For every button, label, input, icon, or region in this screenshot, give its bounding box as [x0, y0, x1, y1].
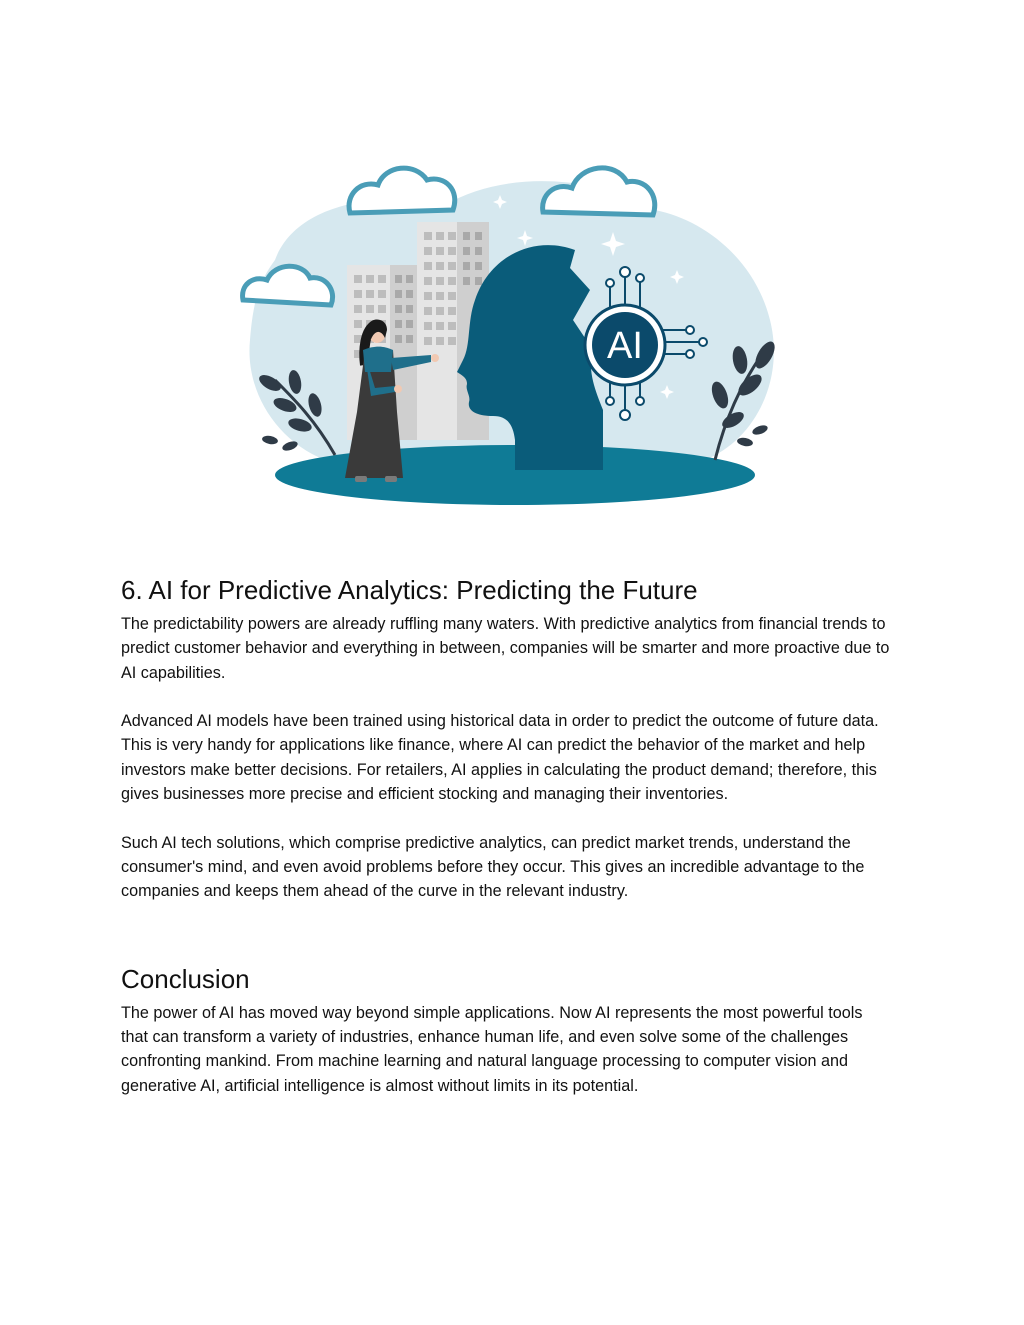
- paragraph: The power of AI has moved way beyond simple applications. Now AI represents the most powerful tools that can transform a variety of industries, enhance human life, and even solve some of the challenges confronting mankind. From machine learning and natural language processing to computer vision and generative AI, artificial intelligence is almost without limits in its potential.: [121, 1003, 863, 1095]
- cloud-icon: [349, 168, 455, 213]
- section-conclusion: [121, 961, 891, 1098]
- section-heading: Conclusion: [121, 963, 250, 994]
- paragraph: Such AI tech solutions, which comprise predictive analytics, can predict market trends, understand the consumer's mind, and even avoid problems before they occur. This gives an incredible advantage to the companies and keeps them ahead of the curve in the relevant industry.: [121, 833, 865, 901]
- article-content: [121, 572, 891, 1122]
- cloud-icon: [543, 168, 655, 215]
- section-predictive-analytics: [121, 572, 891, 904]
- paragraph: Advanced AI models have been trained using historical data in order to predict the outcome of future data. This is very handy for applications like finance, where AI can predict the behavior of the market and help investors make better decisions. For retailers, AI applies in calculating the product demand; therefore, this gives businesses more precise and efficient stocking and managing their inventories.: [121, 712, 879, 804]
- section-heading: 6. AI for Predictive Analytics: Predicting the Future: [121, 575, 698, 605]
- paragraph: The predictability powers are already ruffling many waters. With predictive analytics from financial trends to predict customer behavior and everything in between, companies will be smarter and more proactive due to AI capabilities.: [121, 615, 890, 682]
- ai-badge-label: AI: [607, 325, 643, 367]
- ai-predictive-illustration: [235, 150, 795, 515]
